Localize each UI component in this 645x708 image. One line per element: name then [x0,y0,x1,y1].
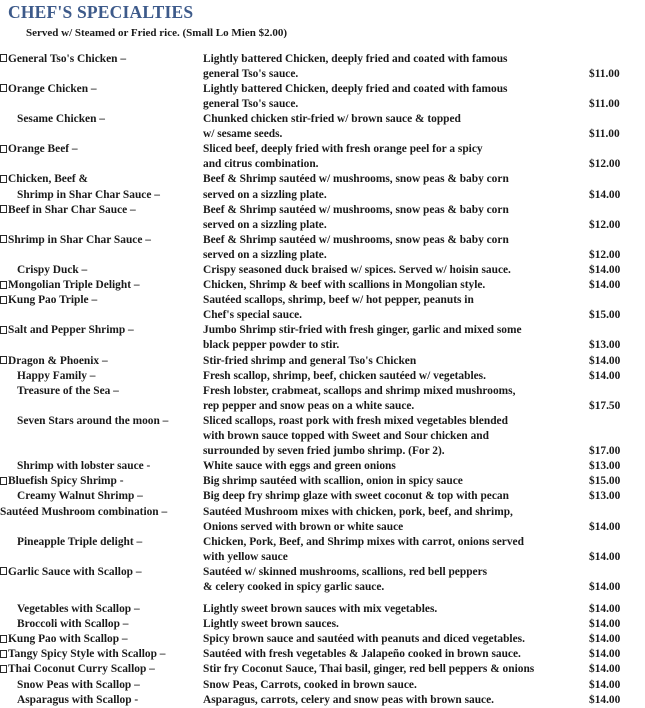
menu-item-description-line: served on a sizzling plate. [203,218,327,231]
menu-item-description [203,505,589,535]
menu-item-name-text: Broccoli with Scallop – [17,618,129,631]
menu-item-row [0,384,645,414]
menu-item-description [203,535,589,565]
menu-item-row [0,142,645,172]
menu-item-price-value: $15.00 [589,309,621,322]
menu-item-price [589,662,645,677]
spicy-marker-icon [0,54,7,62]
menu-item-price [589,82,645,112]
menu-item-name [0,369,203,384]
menu-item-description [203,632,589,647]
menu-item-name-text: Shrimp in Shar Char Sauce – [17,188,160,201]
spicy-marker-icon [0,635,7,643]
menu-item-description [203,662,589,677]
menu-item-name-text: Kung Pao Triple – [8,294,98,307]
menu-item-description-line: surrounded by seven fried jumbo shrimp. (For 2). [203,445,445,458]
menu-item-description-line: Beef & Shrimp sautéed w/ mushrooms, snow peas & baby corn [203,233,509,246]
spicy-marker-icon [0,235,7,243]
menu-item-row [0,263,645,278]
menu-item-price [589,172,645,202]
menu-item-row [0,112,645,142]
menu-item-description-line: black pepper powder to stir. [203,339,340,352]
menu-item-name-text: Sesame Chicken – [17,113,105,126]
menu-item-description-line: Chicken, Shrimp & beef with scallions in Mongolian style. [203,279,486,292]
menu-item-description-line: Lightly battered Chicken, deeply fried and coated with famous [203,82,508,95]
menu-item-price-value: $13.00 [589,460,621,473]
menu-item-description [203,369,589,384]
menu-item-name-text: Beef in Shar Char Sauce – [8,203,136,216]
menu-item-price-value: $14.00 [589,264,621,276]
menu-item-price-value: $14.00 [589,550,621,563]
menu-item-description-line: served on a sizzling plate. [203,188,327,201]
menu-item-name-text: Orange Chicken – [8,82,97,95]
menu-item-name-text: Garlic Sauce with Scallop – [8,565,142,578]
menu-item-price [589,142,645,172]
menu-item-description-line: Lightly sweet brown sauces. [203,618,339,631]
menu-item-list [0,52,645,708]
spicy-marker-icon [0,665,7,673]
section-subtitle: Served w/ Steamed or Fried rice. (Small Lo Mien $2.00) [26,26,287,39]
menu-item-name [0,112,203,127]
menu-item-name [0,678,203,693]
menu-item-name-text: Sautéed Mushroom combination – [0,505,168,518]
menu-item-row [0,632,645,647]
menu-item-row [0,52,645,82]
menu-item-row [0,354,645,369]
menu-item-price-value: $14.00 [589,369,621,382]
menu-item-description [203,459,589,474]
menu-item-name [0,233,203,248]
menu-item-description-line: Crispy seasoned duck braised w/ spices. Served w/ hoisin sauce. [203,264,511,276]
menu-item-name-text: Asparagus with Scallop - [17,693,139,706]
menu-item-description-line: Big deep fry shrimp glaze with sweet coconut & top with pecan [203,490,509,503]
menu-item-description-line: Beef & Shrimp sautéed w/ mushrooms, snow peas & baby corn [203,173,509,186]
menu-item-name [0,535,203,550]
menu-item-name [0,505,203,520]
menu-item-description-line: rep pepper and snow peas on a white sauce. [203,399,415,412]
menu-item-name [0,414,203,429]
menu-item-name [0,693,203,708]
menu-item-price [589,233,645,263]
menu-item-name-text: Kung Pao with Scallop – [8,633,128,646]
menu-item-row [0,233,645,263]
menu-item-description-line: Sliced scallops, roast pork with fresh mixed vegetables blended [203,414,508,427]
menu-item-description [203,142,589,172]
menu-item-description [203,263,589,278]
menu-item-name-text: Chicken, Beef & [8,173,89,186]
menu-item-description-line: Sautéed with fresh vegetables & Jalapeño cooked in brown sauce. [203,648,521,661]
menu-item-row [0,617,645,632]
menu-item-price-value: $14.00 [589,580,621,593]
menu-item-price [589,52,645,82]
menu-item-price-value: $11.00 [589,128,620,141]
menu-item-description-line: Chef's special sauce. [203,309,303,322]
page-title: CHEF'S SPECIALTIES [8,2,194,22]
menu-item-description-line: Jumbo Shrimp stir-fried with fresh ginger, garlic and mixed some [203,324,522,337]
menu-item-description-line: and citrus combination. [203,158,319,171]
menu-item-name-text: Shrimp in Shar Char Sauce – [8,233,151,246]
menu-item-price [589,489,645,504]
menu-item-description-line: Snow Peas, Carrots, cooked in brown sauce. [203,678,417,691]
menu-item-row [0,203,645,233]
menu-item-name [0,384,203,399]
menu-item-description [203,112,589,142]
menu-item-name-text: Tangy Spicy Style with Scallop – [8,648,166,661]
menu-item-row [0,678,645,693]
menu-item-description-line: Fresh lobster, crabmeat, scallops and shrimp mixed mushrooms, [203,384,516,397]
menu-item-name-text: Treasure of the Sea – [17,384,119,397]
menu-item-description-line: with yellow sauce [203,550,288,563]
menu-item-price [589,678,645,693]
menu-item-row [0,535,645,565]
menu-item-price-value: $12.00 [589,158,621,171]
menu-item-name [0,263,203,278]
menu-item-price [589,384,645,414]
menu-item-price-value: $14.00 [589,188,621,201]
menu-item-description [203,278,589,293]
menu-item-price [589,112,645,142]
menu-item-price-value: $14.00 [589,618,621,631]
menu-item-row [0,647,645,662]
menu-item-price [589,602,645,617]
spicy-marker-icon [0,205,7,213]
menu-item-name [0,354,203,369]
menu-item-description [203,82,589,112]
menu-item-name-text: Crispy Duck – [17,264,88,276]
menu-item-price-value: $12.00 [589,218,621,231]
menu-item-description-line: served on a sizzling plate. [203,248,327,261]
menu-item-name-text: Vegetables with Scallop – [17,603,140,616]
menu-item-price [589,369,645,384]
menu-item-price-value: $17.50 [589,399,621,412]
menu-item-row [0,474,645,489]
menu-item-price [589,293,645,323]
menu-item-price [589,565,645,595]
menu-item-price-value: $14.00 [589,354,621,367]
menu-item-description-line: w/ sesame seeds. [203,128,283,141]
menu-item-name-text: Seven Stars around the moon – [17,414,169,427]
menu-item-row [0,414,645,459]
spicy-marker-icon [0,296,7,304]
menu-item-price-value: $14.00 [589,648,621,661]
menu-item-name [0,565,203,580]
menu-item-description [203,693,589,708]
menu-item-description [203,172,589,202]
menu-item-name-text: Dragon & Phoenix – [8,354,108,367]
menu-item-description-line: Stir-fried shrimp and general Tso's Chicken [203,354,417,367]
menu-item-name [0,662,203,677]
menu-item-row [0,172,645,202]
menu-item-price-value: $14.00 [589,520,621,533]
menu-item-name [0,142,203,157]
menu-item-description [203,474,589,489]
menu-item-description-line: general Tso's sauce. [203,67,299,80]
menu-item-price [589,459,645,474]
menu-item-row [0,82,645,112]
menu-item-row [0,505,645,535]
menu-item-price [589,203,645,233]
menu-item-description [203,203,589,233]
menu-item-row [0,369,645,384]
spicy-marker-icon [0,84,7,92]
menu-item-row [0,693,645,708]
menu-page [0,2,645,706]
menu-item-price-value: $14.00 [589,678,621,691]
menu-item-description-line: Chunked chicken stir-fried w/ brown sauce & topped [203,113,461,126]
menu-item-description-line: Onions served with brown or white sauce [203,520,404,533]
menu-item-price-value: $14.00 [589,603,621,616]
spicy-marker-icon [0,356,7,364]
menu-item-name [0,474,203,489]
menu-item-row [0,293,645,323]
menu-item-description [203,323,589,353]
menu-item-name [0,278,203,293]
menu-item-name [0,52,203,67]
menu-item-name-text: Creamy Walnut Shrimp – [17,490,143,503]
menu-item-row [0,489,645,504]
menu-item-price [589,323,645,353]
menu-item-description-line: Lightly sweet brown sauces with mix vegetables. [203,603,438,616]
menu-item-price-value: $14.00 [589,633,621,646]
menu-item-name-text: Pineapple Triple delight – [17,535,143,548]
menu-item-description-line: Beef & Shrimp sautéed w/ mushrooms, snow peas & baby corn [203,203,509,216]
menu-item-description [203,617,589,632]
menu-item-name [0,489,203,504]
spicy-marker-icon [0,326,7,334]
menu-item-name-text: Shrimp with lobster sauce - [17,460,151,473]
menu-item-price [589,617,645,632]
menu-item-name-text: General Tso's Chicken – [8,52,127,65]
menu-item-description-line: Lightly battered Chicken, deeply fried and coated with famous [203,52,508,65]
menu-item-description-line: general Tso's sauce. [203,97,299,110]
menu-item-price-value: $14.00 [589,693,621,706]
menu-item-description-line: Big shrimp sautéed with scallion, onion in spicy sauce [203,475,463,488]
menu-item-description [203,293,589,323]
menu-item-name-text: Thai Coconut Curry Scallop – [8,663,155,676]
menu-item-name [0,647,203,662]
spicy-marker-icon [0,477,7,485]
spicy-marker-icon [0,567,7,575]
menu-item-price [589,647,645,662]
menu-item-price [589,414,645,459]
menu-item-description [203,414,589,459]
menu-item-description [203,647,589,662]
spicy-marker-icon [0,650,7,658]
menu-item-description-line: Stir fry Coconut Sauce, Thai basil, ginger, red bell peppers & onions [203,663,535,676]
menu-item-description-line: Fresh scallop, shrimp, beef, chicken sautéed w/ vegetables. [203,369,486,382]
menu-item-description-line: with brown sauce topped with Sweet and Sour chicken and [203,430,489,443]
menu-item-price [589,263,645,278]
menu-item-name [0,172,203,202]
menu-item-description-line: Sliced beef, deeply fried with fresh orange peel for a spicy [203,143,483,156]
menu-item-row [0,278,645,293]
menu-item-name-text: Salt and Pepper Shrimp – [8,324,134,337]
menu-item-description [203,489,589,504]
menu-item-description [203,354,589,369]
menu-item-description-line: Asparagus, carrots, celery and snow peas with brown sauce. [203,693,494,706]
spicy-marker-icon [0,175,7,183]
menu-item-price-value: $11.00 [589,97,620,110]
menu-item-price [589,474,645,489]
menu-item-description-line: & celery cooked in spicy garlic sauce. [203,580,385,593]
menu-item-description [203,678,589,693]
menu-item-price-value: $13.00 [589,339,621,352]
menu-item-price-value: $12.00 [589,248,621,261]
menu-item-description-line: Chicken, Pork, Beef, and Shrimp mixes with carrot, onions served [203,535,524,548]
menu-item-name-text: Snow Peas with Scallop – [17,678,140,691]
menu-item-description-line: Spicy brown sauce and sautéed with peanuts and diced vegetables. [203,633,525,646]
menu-item-description [203,52,589,82]
menu-item-description-line: Sautéed scallops, shrimp, beef w/ hot pepper, peanuts in [203,294,474,307]
menu-item-price-value: $15.00 [589,475,621,488]
menu-item-price-value: $17.00 [589,445,621,458]
menu-item-price [589,354,645,369]
menu-item-price-value: $14.00 [589,663,621,676]
menu-item-description [203,384,589,414]
menu-item-price-value: $14.00 [589,279,621,292]
menu-item-name [0,632,203,647]
menu-item-row [0,662,645,677]
spicy-marker-icon [0,281,7,289]
menu-item-name-text: Bluefish Spicy Shrimp - [8,475,124,488]
menu-item-name [0,617,203,632]
menu-item-row [0,459,645,474]
menu-item-description-line: Sautéed Mushroom mixes with chicken, pork, beef, and shrimp, [203,505,513,518]
menu-item-description-line: White sauce with eggs and green onions [203,460,396,473]
menu-item-name [0,82,203,97]
menu-item-price-value: $13.00 [589,490,621,503]
menu-item-name [0,323,203,338]
menu-item-description [203,565,589,595]
menu-item-price [589,278,645,293]
menu-item-description-line: Sautéed w/ skinned mushrooms, scallions, red bell peppers [203,565,488,578]
menu-item-name [0,293,203,308]
menu-item-name-text: Mongolian Triple Delight – [8,279,140,292]
menu-item-name [0,602,203,617]
menu-item-name [0,459,203,474]
spicy-marker-icon [0,145,7,153]
menu-item-price [589,505,645,535]
menu-item-description [203,233,589,263]
menu-item-name-text: Orange Beef – [8,143,78,156]
menu-item-row [0,602,645,617]
menu-item-price [589,632,645,647]
menu-item-description [203,602,589,617]
menu-item-price-value: $11.00 [589,67,620,80]
menu-item-name [0,203,203,218]
menu-item-row [0,565,645,595]
menu-item-name-text: Happy Family – [17,369,96,382]
menu-item-price [589,535,645,565]
menu-item-price [589,693,645,708]
menu-item-row [0,323,645,353]
